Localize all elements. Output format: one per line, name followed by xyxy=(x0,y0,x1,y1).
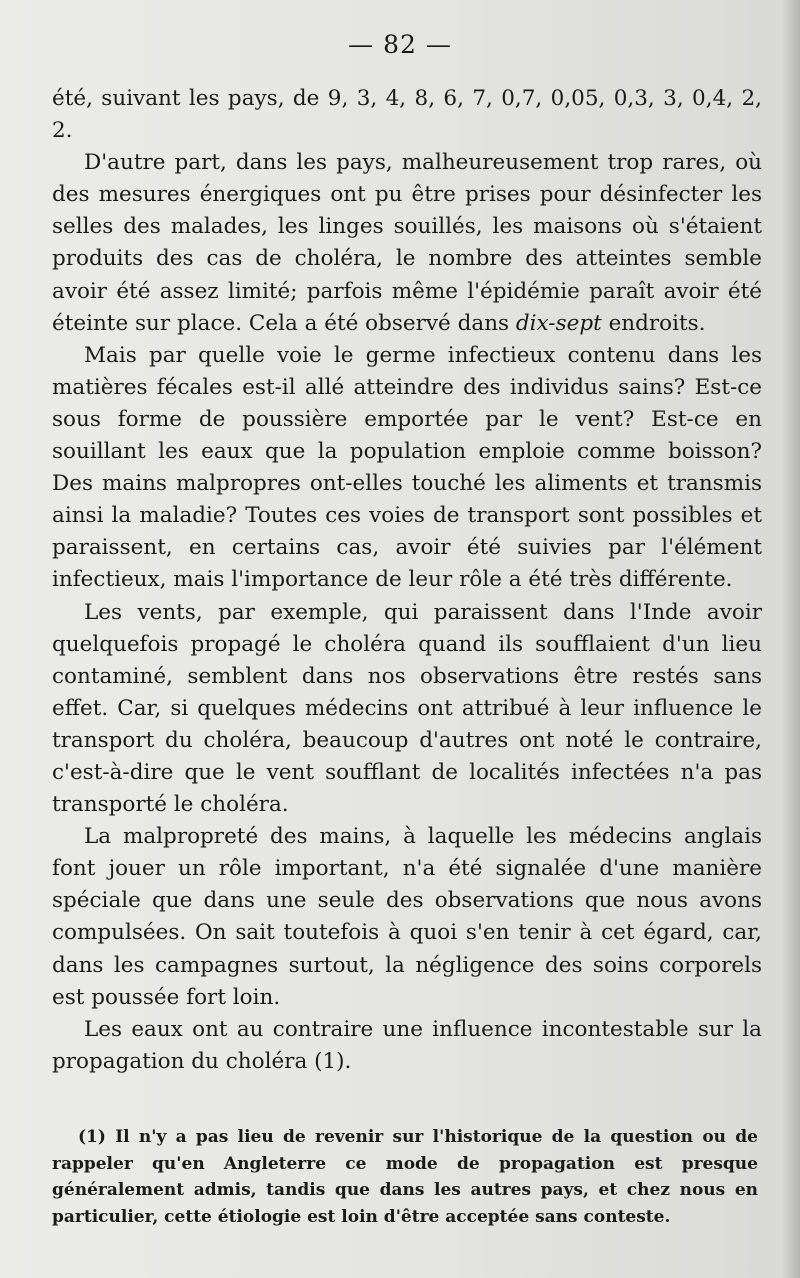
emphasis-text: dix-sept xyxy=(515,310,602,336)
paragraph-hands: La malpropreté des mains, à laquelle les médecins anglais font jouer un rôle important, n'a été signalée d'une manière spéciale que dans une seule des observations que nous avons compulsées. On sait toutefois à quoi s'en tenir à cet égard, car, dans les campagnes surtout, la négligence des soins corporels est poussée fort loin. xyxy=(52,824,762,1010)
main-text xyxy=(52,83,762,1078)
paragraph-winds: Les vents, par exemple, qui paraissent dans l'Inde avoir quelquefois propagé le choléra quand ils soufflaient d'un lieu contaminé, semblent dans nos observations être restés sans effet. Car, si quelques médecins ont attribué à leur influence le transport du choléra, beaucoup d'autres ont noté le contraire, c'est-à-dire que le vent soufflant de localités infectées n'a pas transporté le choléra. xyxy=(52,599,762,818)
paragraph-text: D'autre part, dans les pays, malheureusement trop rares, où des mesures énergiques ont pu être prises pour désinfecter les selles des malades, les linges souillés, les maisons où s'étaient produits des cas de choléra, le nombre des atteintes semble avoir été assez limité; parfois même l'épidémie paraît avoir été éteinte sur place. Cela a été observé dans xyxy=(52,150,762,336)
paragraph-continued: été, suivant les pays, de 9, 3, 4, 8, 6, 7, 0,7, 0,05, 0,3, 3, 0,4, 2, 2. xyxy=(52,86,762,144)
page-edge-shadow xyxy=(782,0,800,1278)
paragraph-disinfection xyxy=(52,147,762,340)
footnote xyxy=(52,1124,758,1230)
paragraph-waters: Les eaux ont au contraire une influence incontestable sur la propagation du choléra (1). xyxy=(52,1016,762,1074)
footnote-text: (1) Il n'y a pas lieu de revenir sur l'historique de la question ou de rappeler qu'en Angleterre ce mode de propagation est presque généralement admis, tandis que dans les autres pays, et chez nous en particulier, cette étiologie est loin d'être acceptée sans conteste. xyxy=(52,1127,758,1227)
paragraph-text-end: endroits. xyxy=(601,310,706,336)
paragraph-transmission-routes: Mais par quelle voie le germe infectieux contenu dans les matières fécales est-il allé atteindre des individus sains? Est-ce sous forme de poussière emportée par le vent? Est-ce en souillant les eaux que la population emploie comme boisson? Des mains malpropres ont-elles touché les aliments et transmis ainsi la maladie? Toutes ces voies de transport sont possibles et paraissent, en certains cas, avoir été suivies par l'élément infectieux, mais l'importance de leur rôle a été très différente. xyxy=(52,342,762,593)
page-number: — 82 — xyxy=(348,30,452,59)
